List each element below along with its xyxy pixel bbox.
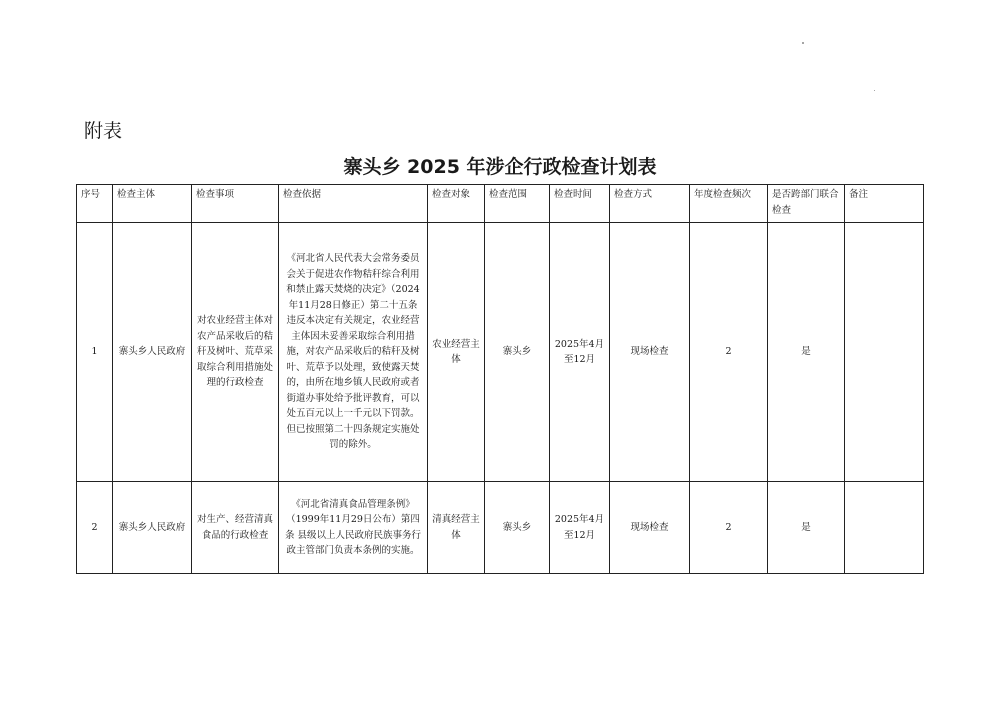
inspection-plan-table xyxy=(76,184,924,574)
cell-basis: 《河北省清真食品管理条例》（1999年11月29日公布）第四条 县级以上人民政府民族事务行政主管部门负责本条例的实施。 xyxy=(279,482,428,574)
cell-time: 2025年4月至12月 xyxy=(550,223,610,482)
cell-object: 农业经营主体 xyxy=(428,223,485,482)
cell-joint: 是 xyxy=(768,482,845,574)
header-cell: 检查时间 xyxy=(550,185,610,223)
cell-joint: 是 xyxy=(768,223,845,482)
cell-subject: 寨头乡人民政府 xyxy=(113,482,192,574)
header-cell: 年度检查频次 xyxy=(690,185,768,223)
cell-time: 2025年4月至12月 xyxy=(550,482,610,574)
document-title: 寨头乡 2025 年涉企行政检查计划表 xyxy=(343,156,657,178)
attachment-label: 附表 xyxy=(84,120,123,142)
cell-method: 现场检查 xyxy=(610,223,690,482)
cell-remark xyxy=(845,223,924,482)
cell-subject: 寨头乡人民政府 xyxy=(113,223,192,482)
table-row xyxy=(77,223,924,482)
cell-frequency: 2 xyxy=(690,223,768,482)
header-cell: 是否跨部门联合检查 xyxy=(768,185,845,223)
cell-no: 1 xyxy=(77,223,113,482)
header-cell: 检查主体 xyxy=(113,185,192,223)
cell-object: 清真经营主体 xyxy=(428,482,485,574)
cell-scope: 寨头乡 xyxy=(485,223,550,482)
cell-no: 2 xyxy=(77,482,113,574)
header-cell: 检查方式 xyxy=(610,185,690,223)
cell-item: 对农业经营主体对农产品采收后的秸秆及树叶、荒草采取综合利用措施处理的行政检查 xyxy=(192,223,279,482)
table-row xyxy=(77,482,924,574)
scan-speck xyxy=(802,42,804,44)
cell-method: 现场检查 xyxy=(610,482,690,574)
header-cell: 检查事项 xyxy=(192,185,279,223)
cell-remark xyxy=(845,482,924,574)
header-cell: 检查依据 xyxy=(279,185,428,223)
scan-speck xyxy=(874,90,875,91)
cell-basis: 《河北省人民代表大会常务委员会关于促进农作物秸秆综合利用和禁止露天焚烧的决定》（2024年11月28日修正）第二十五条 违反本决定有关规定，农业经营主体因未妥善采取综合利用措施，对农产品采收后的秸秆及树叶、荒草予以处理，致使露天焚的，由所在地乡镇人民政府或者街道办事处给予批评教育，可以处五百元以上一千元以下罚款。但已按照第二十四条规定实施处罚的除外。 xyxy=(279,223,428,482)
cell-scope: 寨头乡 xyxy=(485,482,550,574)
cell-item: 对生产、经营清真食品的行政检查 xyxy=(192,482,279,574)
header-cell: 备注 xyxy=(845,185,924,223)
table-header-row xyxy=(77,185,924,223)
header-cell: 检查范围 xyxy=(485,185,550,223)
cell-frequency: 2 xyxy=(690,482,768,574)
header-cell: 序号 xyxy=(77,185,113,223)
header-cell: 检查对象 xyxy=(428,185,485,223)
